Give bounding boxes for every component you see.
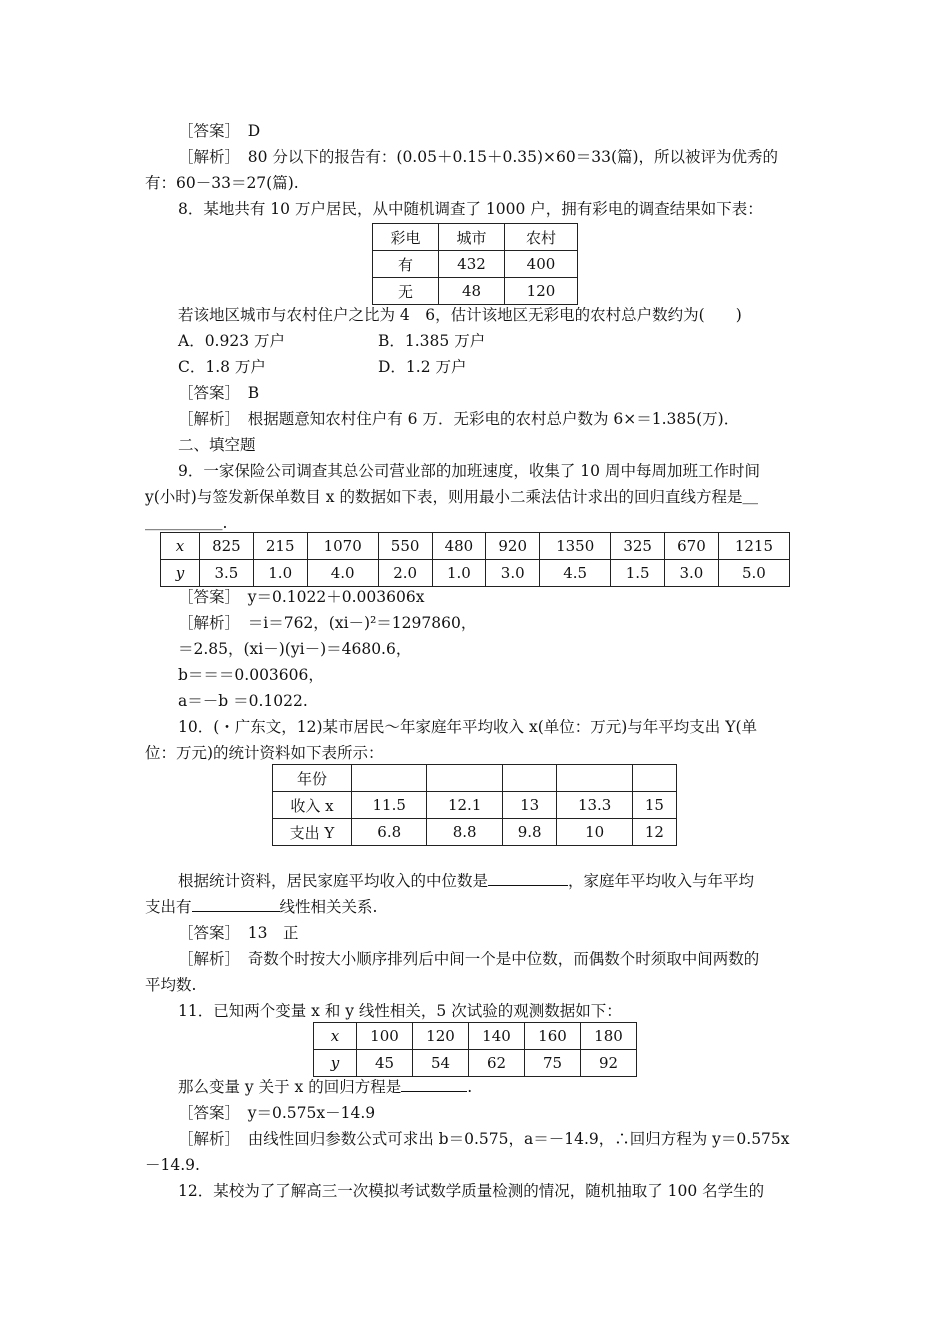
table-cell xyxy=(161,533,200,560)
question-8-stem: 若该地区城市与农村住户之比为 4 6，估计该地区无彩电的农村总户数约为( ) xyxy=(178,306,742,324)
table-cell: 92 xyxy=(581,1050,637,1077)
table-row xyxy=(273,819,677,846)
option-b: B．1.385 万户 xyxy=(378,332,486,350)
table-cell: 1350 xyxy=(540,533,611,560)
analysis-9-line3: b＝＝＝0.003606， xyxy=(178,666,324,684)
table-row xyxy=(314,1050,637,1077)
table-row xyxy=(161,560,790,587)
stem-text-2: ，家庭年平均收入与年平均 xyxy=(568,872,755,890)
table-cell xyxy=(161,560,200,587)
table-row xyxy=(161,533,790,560)
table-cell: 62 xyxy=(469,1050,525,1077)
answer-blank xyxy=(401,1077,467,1092)
analysis-9-line2: ＝2.85，(xi－)(yi－)＝4680.6， xyxy=(178,640,412,658)
question-10-stem-cont xyxy=(145,896,377,918)
option-a: A．0.923 万户 xyxy=(178,332,285,350)
table-row xyxy=(273,765,677,792)
table-cell: 15 xyxy=(632,792,676,819)
answer-blank xyxy=(192,897,280,912)
question-11: 11．已知两个变量 x 和 y 线性相关，5 次试验的观测数据如下： xyxy=(178,1002,622,1020)
table-cell: 3.0 xyxy=(665,560,719,587)
table-cell: 13.3 xyxy=(557,792,632,819)
table-cell: 4.0 xyxy=(307,560,378,587)
question-9: 9．一家保险公司调查其总公司营业部的加班速度，收集了 10 周中每周加班工作时间 xyxy=(178,462,760,480)
table-row xyxy=(373,224,578,251)
table-cell: 12 xyxy=(632,819,676,846)
table-cell: 920 xyxy=(486,533,540,560)
table-cell: 10 xyxy=(557,819,632,846)
table-cell: 480 xyxy=(432,533,486,560)
table-row xyxy=(373,251,578,278)
table-cell: 180 xyxy=(581,1023,637,1050)
option-d: D．1.2 万户 xyxy=(378,358,467,376)
analysis-8: ［解析］ 根据题意知农村住户有 6 万．无彩电的农村总户数为 6×＝1.385(万)． xyxy=(178,410,740,428)
table-cell: 550 xyxy=(378,533,432,560)
answer-9: ［答案］ y＝0.1022＋0.003606x xyxy=(178,588,425,606)
table-cell: 54 xyxy=(413,1050,469,1077)
table-row xyxy=(314,1023,637,1050)
table-cell: 城市 xyxy=(439,224,505,251)
option-c: C．1.8 万户 xyxy=(178,358,266,376)
stem-text-2: 线性相关关系. xyxy=(279,898,378,916)
question-10-stem xyxy=(178,870,754,892)
table-cell: 9.8 xyxy=(502,819,557,846)
section-heading: 二、填空题 xyxy=(178,436,256,454)
table-cell: 支出 Y xyxy=(273,819,352,846)
table-cell: 有 xyxy=(373,251,439,278)
table-cell: 8.8 xyxy=(427,819,502,846)
table-row xyxy=(373,278,578,305)
table-cell: 1.0 xyxy=(432,560,486,587)
table-cell xyxy=(352,765,427,792)
table-cell: 3.5 xyxy=(200,560,254,587)
question-11-stem xyxy=(178,1076,472,1098)
answer-10: ［答案］ 13 正 xyxy=(178,924,299,942)
question-12: 12．某校为了了解高三一次模拟考试数学质量检测的情况，随机抽取了 100 名学生的 xyxy=(178,1182,765,1200)
table-cell xyxy=(427,765,502,792)
table-cell xyxy=(314,1050,357,1077)
table-cell: 彩电 xyxy=(373,224,439,251)
table-cell: 120 xyxy=(413,1023,469,1050)
table-cell: 400 xyxy=(505,251,578,278)
analysis-10: ［解析］ 奇数个时按大小顺序排列后中间一个是中位数，而偶数个时须取中间两数的 xyxy=(178,950,760,968)
table-cell: 1215 xyxy=(718,533,789,560)
table-cell: 农村 xyxy=(505,224,578,251)
table-cell: 6.8 xyxy=(352,819,427,846)
question-9-blank: ＿＿＿＿＿. xyxy=(145,514,228,532)
table-cell: 325 xyxy=(611,533,665,560)
analysis-11-cont: －14.9. xyxy=(145,1156,200,1174)
table-cell: 160 xyxy=(525,1023,581,1050)
question-10-cont: 位：万元)的统计资料如下表所示： xyxy=(145,744,384,762)
table-cell: 1070 xyxy=(307,533,378,560)
table-income-expense xyxy=(272,764,677,846)
table-cell: 825 xyxy=(200,533,254,560)
analysis-11: ［解析］ 由线性回归参数公式可求出 b＝0.575，a＝－14.9，∴回归方程为 y＝0.575x xyxy=(178,1130,790,1148)
analysis-9-line4: a＝－b ＝0.1022. xyxy=(178,692,308,710)
table-cell: 670 xyxy=(665,533,719,560)
stem-text: 那么变量 y 关于 x 的回归方程是 xyxy=(178,1078,402,1096)
cell-label: y xyxy=(330,1054,340,1072)
table-cell: 5.0 xyxy=(718,560,789,587)
analysis-9: ［解析］ ＝i＝762，(xi－)²＝1297860， xyxy=(178,614,477,632)
answer-8: ［答案］ B xyxy=(178,384,260,402)
analysis-7: ［解析］ 80 分以下的报告有：(0.05＋0.15＋0.35)×60＝33(篇)，所以被评为优秀的 xyxy=(178,148,779,166)
answer-7: ［答案］ D xyxy=(178,122,261,140)
analysis-7-cont: 有：60－33＝27(篇). xyxy=(145,174,299,192)
table-observations xyxy=(313,1022,637,1077)
stem-text: 支出有 xyxy=(145,898,192,916)
table-tv-survey xyxy=(372,223,578,305)
table-cell: 2.0 xyxy=(378,560,432,587)
table-cell xyxy=(557,765,632,792)
table-overtime xyxy=(160,532,790,587)
cell-label: y xyxy=(175,564,185,582)
table-cell: 100 xyxy=(357,1023,413,1050)
question-10: 10．(・广东文，12)某市居民～年家庭年平均收入 x(单位：万元)与年平均支出 Y(单 xyxy=(178,718,758,736)
table-cell: 215 xyxy=(253,533,307,560)
table-cell: 1.5 xyxy=(611,560,665,587)
cell-label: x xyxy=(175,537,185,555)
cell-label: x xyxy=(330,1027,340,1045)
table-cell: 140 xyxy=(469,1023,525,1050)
table-row xyxy=(273,792,677,819)
table-cell: 年份 xyxy=(273,765,352,792)
stem-text: 根据统计资料，居民家庭平均收入的中位数是 xyxy=(178,872,489,890)
answer-11: ［答案］ y＝0.575x－14.9 xyxy=(178,1104,376,1122)
table-cell xyxy=(502,765,557,792)
table-cell xyxy=(314,1023,357,1050)
table-cell: 1.0 xyxy=(253,560,307,587)
table-cell: 收入 x xyxy=(273,792,352,819)
table-cell: 4.5 xyxy=(540,560,611,587)
table-cell: 120 xyxy=(505,278,578,305)
table-cell: 3.0 xyxy=(486,560,540,587)
question-8: 8．某地共有 10 万户居民，从中随机调查了 1000 户，拥有彩电的调查结果如下表： xyxy=(178,200,763,218)
answer-blank xyxy=(488,871,568,886)
table-cell xyxy=(632,765,676,792)
stem-text-2: . xyxy=(467,1078,473,1096)
table-cell: 11.5 xyxy=(352,792,427,819)
table-cell: 75 xyxy=(525,1050,581,1077)
table-cell: 13 xyxy=(502,792,557,819)
table-cell: 432 xyxy=(439,251,505,278)
analysis-10-cont: 平均数. xyxy=(145,976,197,994)
question-9-cont: y(小时)与签发新保单数目 x 的数据如下表，则用最小二乘法估计求出的回归直线方程是＿ xyxy=(145,488,758,506)
table-cell: 无 xyxy=(373,278,439,305)
table-cell: 12.1 xyxy=(427,792,502,819)
table-cell: 48 xyxy=(439,278,505,305)
table-cell: 45 xyxy=(357,1050,413,1077)
